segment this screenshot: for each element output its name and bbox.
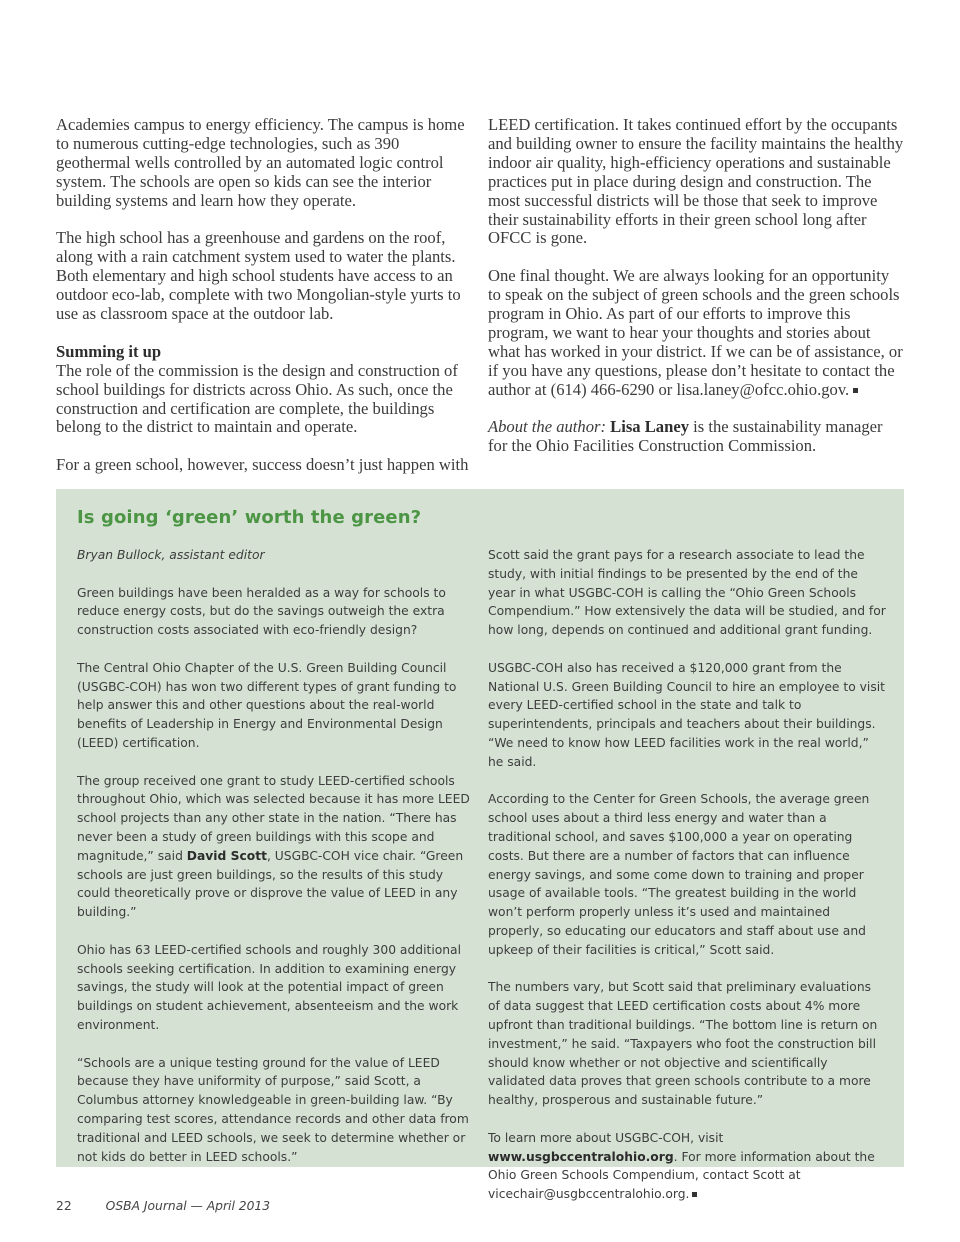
section-subhead: Summing it up <box>56 341 162 361</box>
article-paragraph: For a green school, however, success doesn’t just happen with <box>56 455 469 475</box>
page-number: 22 <box>56 1199 72 1213</box>
closing-paragraph-text: One final thought. We are always looking for an opportunity to speak on the subject of green schools and the green schools program in Ohio. As part of our efforts to improve this program, we want to hear your thoughts and stories about what has worked in your district. If we can be of assistance, or if you have any questions, please don’t hesitate to contact the author at (614) 466-6290 or lisa.laney@ofcc.ohio.gov. <box>488 266 903 399</box>
sidebar-box <box>56 489 904 1202</box>
about-the-author <box>488 418 904 456</box>
publication-name: OSBA Journal — April 2013 <box>105 1199 271 1213</box>
sidebar-paragraph: USGBC-COH also has received a $120,000 grant from the National U.S. Green Building Council to hire an employee to visit every LEED-certified school in the state and talk to superintendents, principals and teachers about their buildings. “We need to know how LEED facilities work in the real world,” he said. <box>488 660 885 769</box>
about-label: About the author: <box>488 417 606 437</box>
sidebar-text: . For more information about the Ohio Green Schools Compendium, contact Scott at vicechair@usgbccentralohio.org. <box>488 1149 875 1202</box>
end-mark-icon <box>692 1192 697 1197</box>
end-mark-icon <box>853 388 858 393</box>
sidebar-paragraph: The Central Ohio Chapter of the U.S. Green Building Council (USGBC-COH) has won two different types of grant funding to help answer this and other questions about the real-world benefits of Leadership in Energy and Environmental Design (LEED) certification. <box>77 660 457 750</box>
sidebar-paragraph <box>77 772 475 922</box>
author-name: Lisa Laney <box>610 417 689 437</box>
sidebar-text: The group received one grant to study LEED-certified schools throughout Ohio, which was selected because it has more LEED school projects than any other state in the nation. “There has never been a study of green buildings with this scope and magnitude,” said <box>77 773 470 863</box>
sidebar-title: Is going ‘green’ worth the green? <box>77 507 422 528</box>
website-link[interactable]: www.usgbccentralohio.org <box>488 1149 674 1164</box>
article-paragraph: Academies campus to energy efficiency. The campus is home to numerous cutting-edge technologies, such as 390 geothermal wells controlled by an automated logic control system. The schools are open so kids can see the interior building systems and learn how they operate. <box>56 115 465 210</box>
person-name: David Scott <box>186 848 267 863</box>
article-section <box>56 343 472 438</box>
about-text: is the sustainability manager for the Ohio Facilities Construction Commission. <box>488 417 883 456</box>
sidebar-paragraph <box>488 1129 886 1204</box>
sidebar-right-column <box>488 546 886 1223</box>
sidebar-text: , USGBC-COH vice chair. “Green schools are just green buildings, so the results of this study could theoretically prove or disprove the value of LEED in any building.” <box>77 848 464 920</box>
sidebar-paragraph: “Schools are a unique testing ground for the value of LEED because they have uniformity of purpose,” said Scott, a Columbus attorney knowledgeable in green-building law. “By comparing test scores, attendance records and other data from traditional and LEED schools, we seek to determine whether or not kids do better in LEED schools.” <box>77 1055 469 1164</box>
sidebar-paragraph: Scott said the grant pays for a research associate to lead the study, with initial findings to be presented by the end of the year in what USGBC-COH is calling the “Ohio Green Schools Compendium.” How extensively the data will be studied, and for how long, depends on continued and additional grant funding. <box>488 548 886 638</box>
sidebar-paragraph: The numbers vary, but Scott said that preliminary evaluations of data suggest that LEED certification costs about 4% more upfront than traditional buildings. “The bottom line is return on investment,” he said. “Taxpayers who foot the construction bill should know whether or not objective and scientifically validated data proves that green schools contribute to a more healthy, prosperous and sustainable future.” <box>488 980 878 1108</box>
page-footer <box>56 1199 270 1213</box>
article-left-column <box>56 116 472 475</box>
article-paragraph: The role of the commission is the design and construction of school buildings for districts across Ohio. As such, once the construction and certification are complete, the buildings belong to the district to maintain and operate. <box>56 360 458 437</box>
article-paragraph: The high school has a greenhouse and gardens on the roof, along with a rain catchment system used to water the plants. Both elementary and high school students have access to an outdoor eco-lab, complete with two Mongolian-style yurts to use as classroom space at the outdoor lab. <box>56 228 461 324</box>
sidebar-paragraph: According to the Center for Green Schools, the average green school uses about a third less energy and water than a traditional school, and saves $100,000 a year on operating costs. But there are a number of factors that can influence energy savings, and some come down to training and proper usage of available tools. “The greatest building in the world won’t perform properly unless it’s used and maintained properly, so educating our educators and staff about use and upkeep of their facilities is critical,” Scott said. <box>488 792 870 957</box>
sidebar-paragraph: Green buildings have been heralded as a way for schools to reduce energy costs, but do the savings outweigh the extra construction costs associated with eco-friendly design? <box>77 585 446 638</box>
sidebar-text: To learn more about USGBC-COH, visit <box>488 1130 724 1145</box>
sidebar-left-column <box>77 546 475 1185</box>
article-paragraph <box>488 267 904 399</box>
article-right-column <box>488 116 904 456</box>
sidebar-byline: Bryan Bullock, assistant editor <box>77 548 265 562</box>
sidebar-paragraph: Ohio has 63 LEED-certified schools and roughly 300 additional schools seeking certification. In addition to examining energy savings, the study will look at the potential impact of green buildings on student achievement, absenteeism and the work environment. <box>77 942 462 1032</box>
article-paragraph: LEED certification. It takes continued effort by the occupants and building owner to ensure the facility maintains the healthy indoor air quality, high-efficiency operations and sustainable practices put in place during design and construction. The most successful districts will be those that seek to improve their sustainability efforts in their green school long after OFCC is gone. <box>488 115 904 248</box>
